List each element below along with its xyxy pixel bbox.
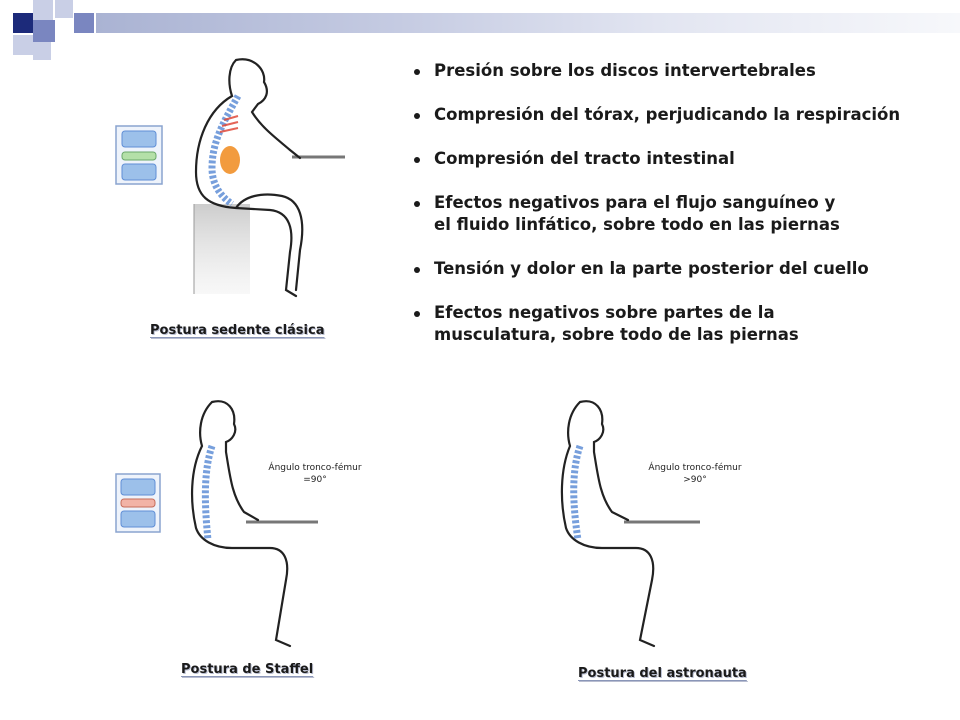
astronaut-angle-label: Ángulo tronco-fémur >90°	[648, 463, 742, 485]
disc-detail-icon	[116, 126, 162, 184]
classic-posture-figure	[116, 59, 345, 296]
list-item: Presión sobre los discos intervertebrales	[414, 60, 954, 82]
list-item: Efectos negativos sobre partes de la musculatura, sobre todo de las piernas	[414, 302, 894, 346]
list-item: Compresión del tórax, perjudicando la respiración	[414, 104, 954, 126]
list-item: Efectos negativos para el flujo sanguíneo y el fluido linfático, sobre todo en las piernas	[414, 192, 854, 236]
disc-detail-icon	[116, 474, 160, 532]
staffel-posture-caption: Postura de Staffel	[181, 662, 314, 677]
staffel-angle-label: Ángulo tronco-fémur =90°	[268, 463, 362, 485]
astronaut-posture-caption: Postura del astronauta	[578, 666, 747, 681]
staffel-posture-figure	[116, 401, 318, 646]
classic-posture-caption: Postura sedente clásica	[150, 323, 325, 338]
list-item: Compresión del tracto intestinal	[414, 148, 954, 170]
list-item: Tensión y dolor en la parte posterior del cuello	[414, 258, 954, 280]
astronaut-posture-figure	[562, 401, 700, 646]
